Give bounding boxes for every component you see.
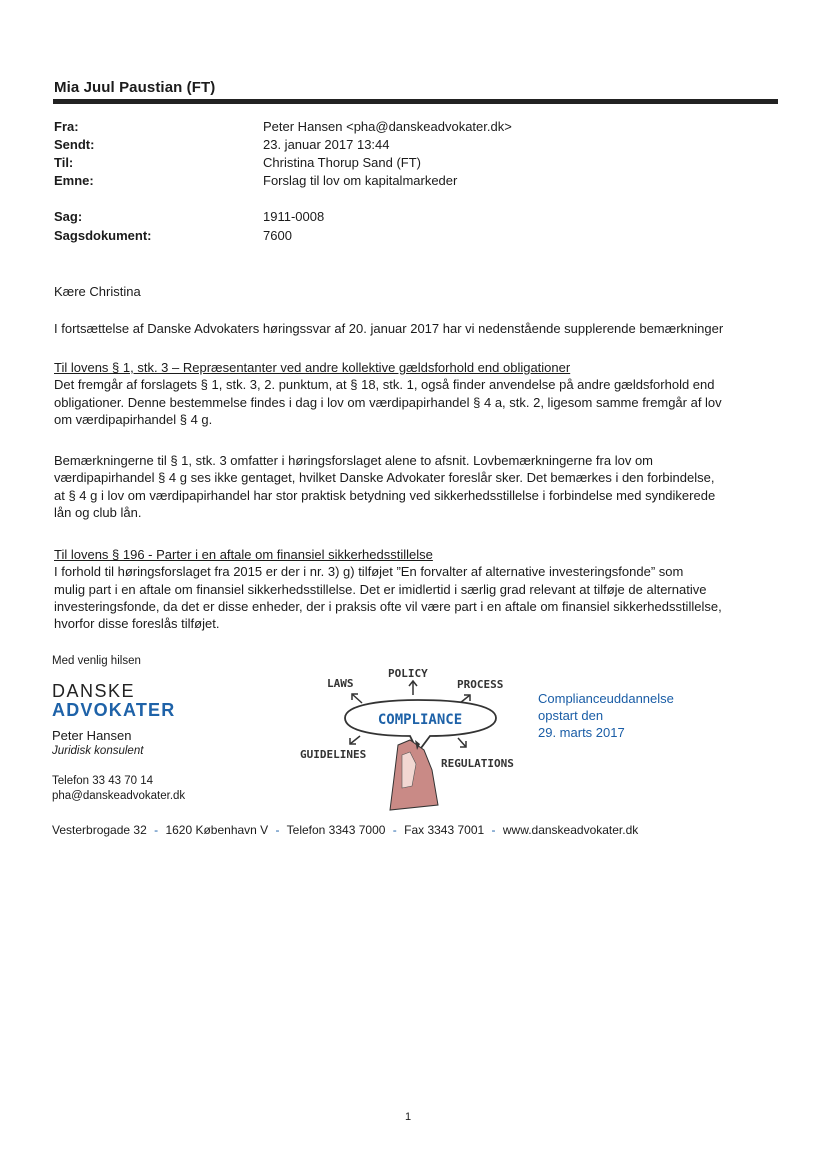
compliance-course-note	[538, 690, 674, 741]
meta-row-to	[54, 155, 654, 173]
section-1	[54, 359, 784, 428]
word-process: PROCESS	[457, 678, 504, 691]
word-laws: LAWS	[327, 677, 354, 690]
meta-value-from: Peter Hansen <pha@danskeadvokater.dk>	[263, 119, 512, 134]
compliance-note-line: opstart den	[538, 708, 604, 723]
section-1-line: at § 4 g i lov om værdipapirhandel har stor praktisk betydning ved sikkerhedsstillelse i forbindelse med syndikerede	[54, 487, 716, 503]
meta-row-case	[54, 209, 654, 227]
meta-row-case-document	[54, 228, 654, 246]
mailbox-owner-name: Mia Juul Paustian (FT)	[54, 79, 216, 96]
compliance-note-line: 29. marts 2017	[538, 725, 625, 740]
greeting: Kære Christina	[54, 284, 141, 299]
meta-label: Sendt:	[54, 137, 95, 152]
section-2-line: investeringsfonde, da det er disse enheder, der i praksis ofte vil være part i en aftale om finansiel sikkerhedsstillelse,	[54, 598, 722, 614]
meta-label: Sag:	[54, 209, 83, 224]
section-2-line: I forhold til høringsforslaget fra 2015 er der i nr. 3) g) tilføjet ”En forvalter af alternative investeringsfonde” som	[54, 564, 684, 580]
section-2	[54, 546, 784, 632]
compliance-graphic	[290, 660, 540, 815]
danske-advokater-logo-line1: DANSKE	[52, 681, 136, 701]
section-1-paragraph-2	[54, 452, 784, 521]
word-regulations: REGULATIONS	[441, 757, 514, 770]
section-2-line: mulig part i en aftale om finansiel sikkerhedsstillelse. Det er imidlertid i særlig grad relevant at tilføje de alternative	[54, 581, 707, 597]
signer-email: pha@danskeadvokater.dk	[52, 790, 186, 802]
section-2-line: hvorfor disse foreslås tilføjet.	[54, 616, 220, 632]
word-guidelines: GUIDELINES	[300, 748, 367, 761]
page-number: 1	[405, 1111, 412, 1123]
section-1-line: om værdipapirhandel § 4 g.	[54, 411, 213, 427]
meta-value-subject: Forslag til lov om kapitalmarkeder	[263, 173, 458, 188]
footer-separator: -	[275, 823, 280, 837]
section-1-line: obligationer. Denne bestemmelse findes i dag i lov om værdipapirhandel § 4 a, stk. 2, ligesom samme fremgår af lov	[54, 394, 722, 410]
meta-value-sent: 23. januar 2017 13:44	[263, 137, 390, 152]
signer-name: Peter Hansen	[52, 728, 132, 743]
section-1-line: værdipapirhandel § 4 g ses ikke gentaget, hvilket Danske Advokater foreslår sker. Det bemærkes i den forbindelse,	[54, 470, 715, 486]
closing-phrase: Med venlig hilsen	[52, 655, 141, 667]
meta-label: Fra:	[54, 119, 79, 134]
section-1-heading: Til lovens § 1, stk. 3 – Repræsentanter ved andre kollektive gældsforhold end obligationer	[54, 360, 571, 375]
footer-city: 1620 København V	[165, 823, 269, 837]
meta-row-sent	[54, 137, 654, 155]
footer-website-link[interactable]: www.danskeadvokater.dk	[502, 823, 639, 837]
figure-illustration-icon	[390, 740, 438, 810]
meta-value-case: 1911-0008	[263, 209, 325, 224]
meta-row-subject	[54, 173, 654, 191]
footer-fax: Fax 3343 7001	[404, 823, 485, 837]
section-2-heading: Til lovens § 196 - Parter i en aftale om finansiel sikkerhedsstillelse	[54, 547, 433, 562]
section-1-line: Bemærkningerne til § 1, stk. 3 omfatter i høringsforslaget alene to afsnit. Lovbemærkningerne fra lov om	[54, 453, 654, 468]
footer-separator: -	[491, 823, 496, 837]
word-policy: POLICY	[388, 667, 428, 680]
section-1-line: Det fremgår af forslagets § 1, stk. 3, 2. punktum, at § 18, stk. 1, også finder anvendelse på andre gældsforhold end	[54, 377, 715, 393]
signer-title: Juridisk konsulent	[52, 745, 144, 757]
signer-phone: Telefon 33 43 70 14	[52, 775, 154, 787]
meta-value-case-document: 7600	[263, 228, 292, 243]
danske-advokater-logo-line2: ADVOKATER	[52, 700, 176, 720]
meta-label: Emne:	[54, 173, 94, 188]
compliance-note-line: Complianceuddannelse	[538, 691, 674, 706]
compliance-center-word: COMPLIANCE	[377, 712, 463, 728]
company-footer-line	[52, 823, 638, 837]
intro-paragraph: I fortsættelse af Danske Advokaters høringssvar af 20. januar 2017 har vi nedenstående supplerende bemærkninger	[54, 321, 724, 336]
meta-row-from	[54, 119, 654, 137]
header-rule	[53, 99, 778, 104]
meta-label: Til:	[54, 155, 74, 170]
footer-phone: Telefon 3343 7000	[286, 823, 386, 837]
footer-separator: -	[392, 823, 397, 837]
meta-value-to: Christina Thorup Sand (FT)	[263, 155, 421, 170]
footer-address: Vesterbrogade 32	[52, 823, 147, 837]
meta-label: Sagsdokument:	[54, 228, 152, 243]
footer-separator: -	[154, 823, 159, 837]
section-1-line: lån og club lån.	[54, 504, 142, 520]
